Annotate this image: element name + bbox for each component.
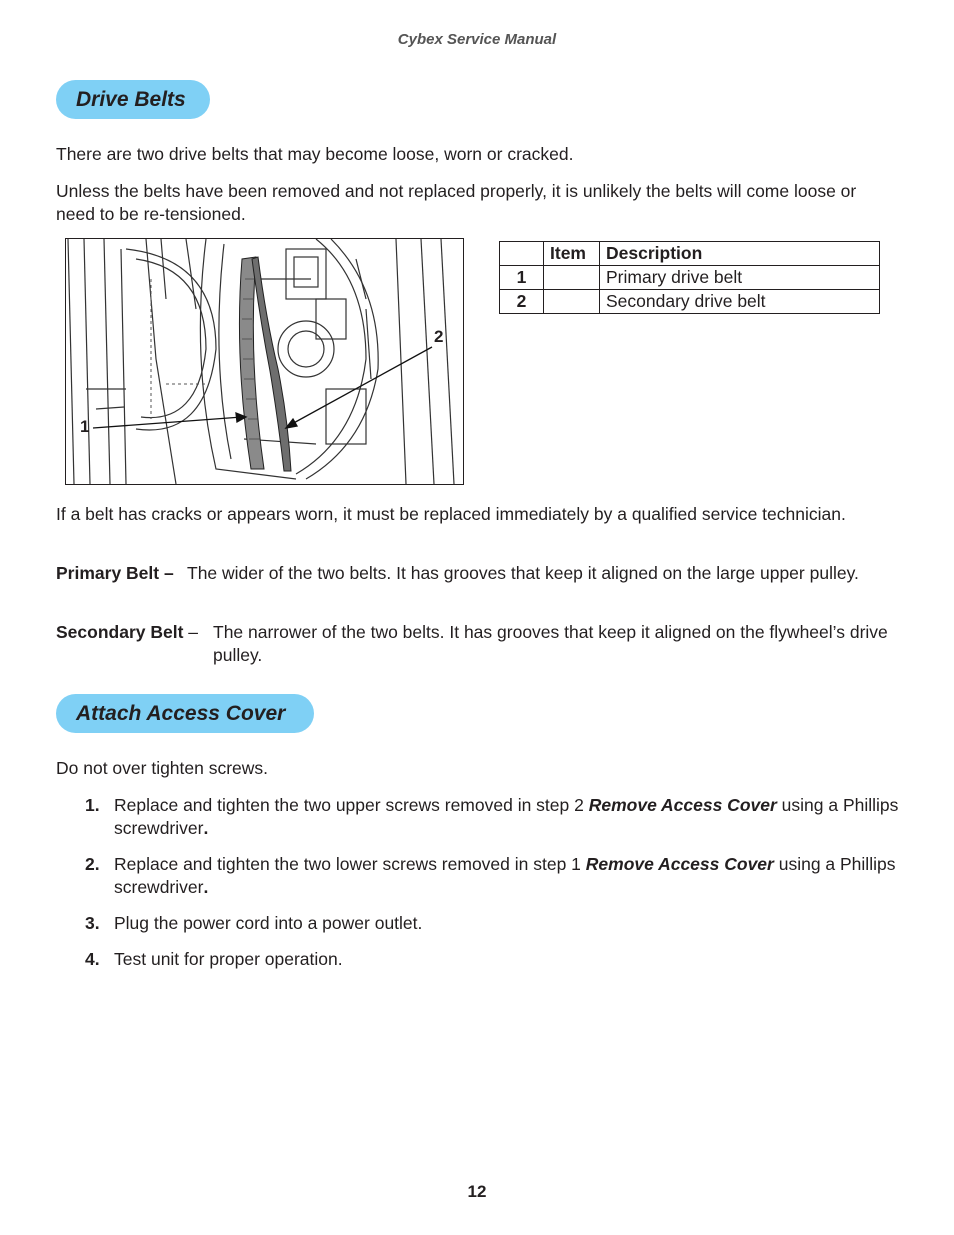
table-cell-num: 2 xyxy=(500,290,544,314)
caution-paragraph: Do not over tighten screws. xyxy=(56,758,269,778)
step-text-part: using a Phillips screwdriver xyxy=(114,854,896,897)
table-cell-num: 1 xyxy=(500,266,544,290)
step-text-part: using a Phillips screwdriver xyxy=(114,795,899,838)
step-text: Test unit for proper operation. xyxy=(114,949,343,969)
table-row xyxy=(500,266,880,290)
step-end-punct: . xyxy=(203,877,209,897)
drive-belts-figure xyxy=(65,238,464,485)
callout-2-label: 2 xyxy=(434,327,444,346)
table-header-cell xyxy=(500,242,544,266)
table-cell-description: Secondary drive belt xyxy=(600,290,880,314)
step-text xyxy=(114,794,904,840)
secondary-belt-label: Secondary Belt xyxy=(56,622,184,642)
table-cell-item xyxy=(544,266,600,290)
step-text: Plug the power cord into a power outlet. xyxy=(114,913,423,933)
table-row xyxy=(500,290,880,314)
belts-paragraph: Unless the belts have been removed and not replaced properly, it is unlikely the belts will come loose or need to be re-tensioned. xyxy=(56,181,857,224)
step-text-part: Replace and tighten the two upper screws removed in step 2 xyxy=(114,795,589,815)
step-emphasis: Remove Access Cover xyxy=(588,795,777,815)
primary-belt-definition: The wider of the two belts. It has grooves that keep it aligned on the large upper pulley. xyxy=(187,563,859,583)
step-end-punct: . xyxy=(203,818,209,838)
step-text xyxy=(114,853,904,899)
intro-paragraph: There are two drive belts that may become loose, worn or cracked. xyxy=(56,144,574,164)
primary-belt-term xyxy=(56,562,174,585)
secondary-belt-term xyxy=(56,621,198,644)
table-cell-description: Primary drive belt xyxy=(600,266,880,290)
callout-1-label: 1 xyxy=(80,417,90,436)
replacement-paragraph: If a belt has cracks or appears worn, it must be replaced immediately by a qualified service technician. xyxy=(56,504,846,524)
running-header: Cybex Service Manual xyxy=(397,31,557,48)
step-number: 2. xyxy=(85,854,100,874)
step-number: 3. xyxy=(85,913,100,933)
drive-belts-illustration xyxy=(66,239,463,484)
step-number: 4. xyxy=(85,949,100,969)
table-header-row xyxy=(500,242,880,266)
step-emphasis: Remove Access Cover xyxy=(585,854,774,874)
section-title-attach-access-cover: Attach Access Cover xyxy=(56,694,314,733)
items-table xyxy=(499,241,880,314)
primary-belt-label: Primary Belt – xyxy=(56,563,174,583)
step-number: 1. xyxy=(85,795,100,815)
page-number: 12 xyxy=(467,1182,487,1201)
step-text-part: Replace and tighten the two lower screws removed in step 1 xyxy=(114,854,586,874)
section-title-drive-belts: Drive Belts xyxy=(56,80,210,119)
secondary-belt-definition: The narrower of the two belts. It has grooves that keep it aligned on the flywheel’s drive pulley. xyxy=(213,622,888,665)
secondary-belt-dash: – xyxy=(188,622,199,642)
table-header-cell: Description xyxy=(600,242,880,266)
table-header-cell: Item xyxy=(544,242,600,266)
table-cell-item xyxy=(544,290,600,314)
